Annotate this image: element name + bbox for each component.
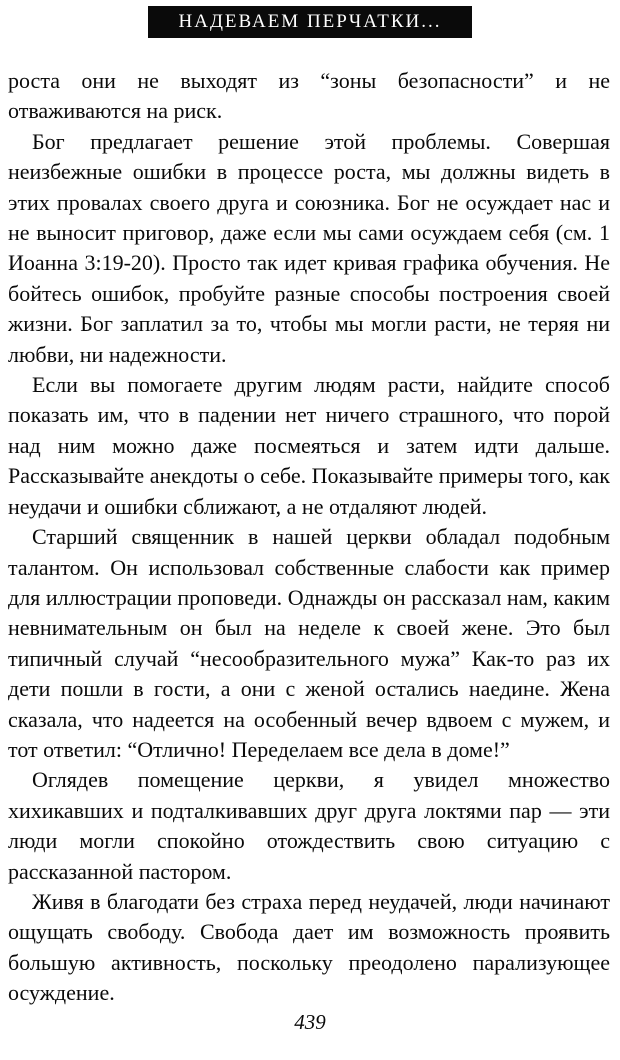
page-number: 439 (294, 1010, 326, 1034)
body-text (8, 66, 610, 1009)
paragraph: Если вы помогаете другим людям расти, найдите способ показать им, что в падении нет ничего страшного, что порой над ним можно даже посмеяться и затем идти дальше. Рассказывайте анекдоты о себе. Показывайте примеры того, как неудачи и ошибки сближают, а не отдаляют людей. (8, 372, 610, 519)
paragraph: Живя в благодати без страха перед неудачей, люди начинают ощущать свободу. Свобода дает им возможность проявить большую активность, поскольку преодолено парализующее осуждение. (8, 888, 610, 1006)
running-head-banner (148, 6, 472, 38)
paragraph: Старший священник в нашей церкви обладал подобным талантом. Он использовал собственные слабости как пример для иллюстрации проповеди. Однажды он рассказал нам, каким невнимательным он был на неделе к своей жене. Это был типичный случай “несообразительного мужа” Как-то раз их дети пошли в гости, а они с женой остались наедине. Жена сказала, что надеется на особенный вечер вдвоем с мужем, и тот ответил: “Отлично! Переделаем все дела в доме!” (8, 524, 610, 762)
paragraph: Бог предлагает решение этой проблемы. Совершая неизбежные ошибки в процессе роста, мы должны видеть в этих провалах своего друга и союзника. Бог не осуждает нас и не выносит приговор, даже если мы сами осуждаем себя (см. 1 Иоанна 3:19-20). Просто так идет кривая графика обучения. Не бойтесь ошибок, пробуйте разные способы построения своей жизни. Бог заплатил за то, чтобы мы могли расти, не теряя ни любви, ни надежности. (8, 128, 610, 367)
running-head: НАДЕВАЕМ ПЕРЧАТКИ... (178, 11, 442, 32)
paragraph: роста они не выходят из “зоны безопасности” и не отваживаются на риск. (8, 68, 610, 124)
paragraph: Оглядев помещение церкви, я увидел множество хихикавших и подталкивавших друг друга локтями пар — эти люди могли спокойно отождествить свою ситуацию с рассказанной пастором. (8, 767, 610, 884)
